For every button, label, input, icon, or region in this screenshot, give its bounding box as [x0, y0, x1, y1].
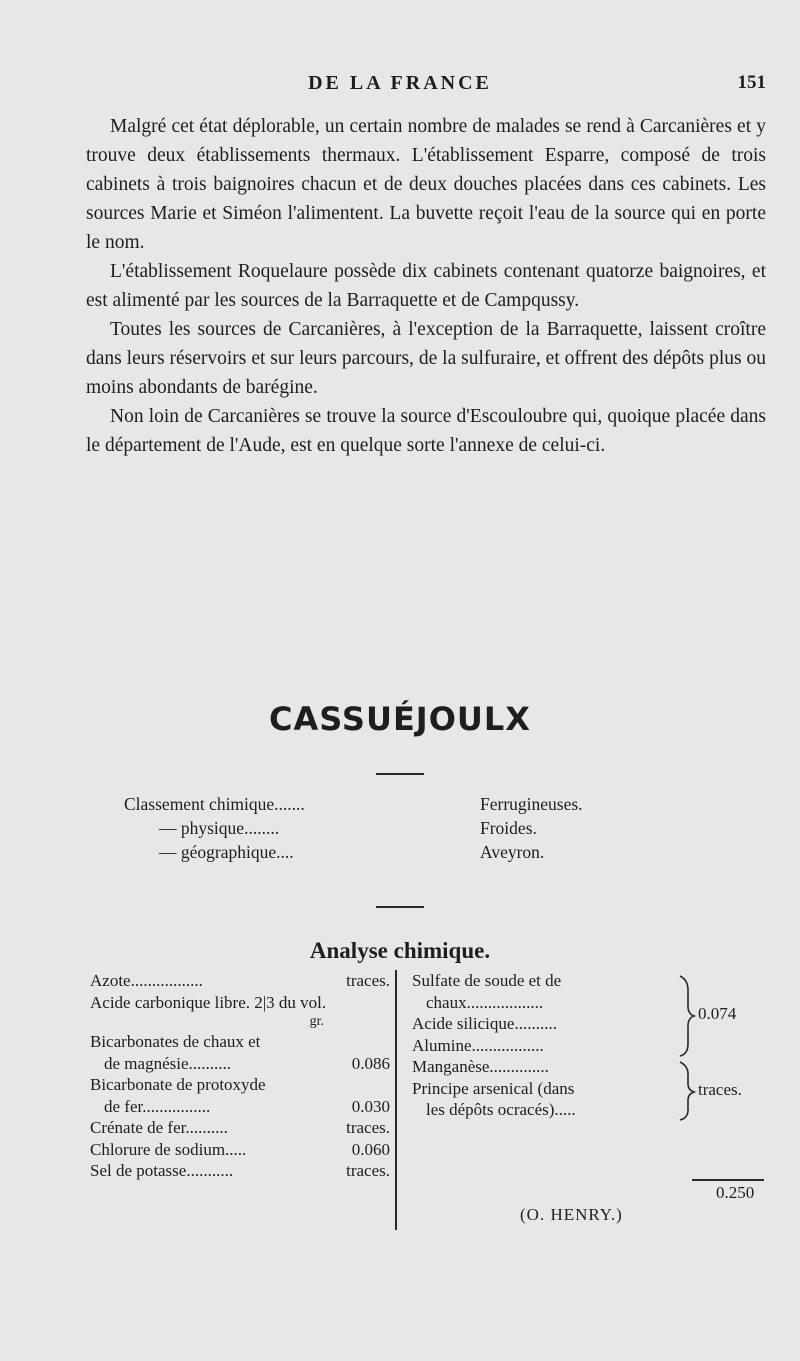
classification-value: Froides.	[480, 818, 537, 838]
substance-value: traces.	[346, 971, 390, 990]
substance-name: Crénate de fer..........	[90, 1118, 228, 1137]
classification-value: Aveyron.	[480, 842, 545, 862]
section-title: CASSUÉJOULX	[269, 700, 531, 738]
classification-label: Classement chimique.......	[124, 794, 305, 814]
total-rule	[692, 1179, 764, 1181]
substance-value: 0.030	[351, 1096, 390, 1116]
substance-name: Chlorure de sodium.....	[90, 1139, 247, 1159]
substance-name: Sulfate de soude et de	[412, 971, 562, 990]
analysis-title: Analyse chimique.	[309, 938, 491, 963]
brace-group-2	[680, 1062, 694, 1120]
substance-name: Acide carbonique libre. 2|3 du vol.	[90, 992, 327, 1012]
source-citation: (O. HENRY.)	[520, 1205, 623, 1224]
substance-name: de magnésie..........	[104, 1053, 231, 1073]
substance-value: 0.060	[351, 1139, 390, 1159]
classification-label: — physique........	[159, 818, 280, 838]
substance-name: Bicarbonate de protoxyde	[90, 1075, 266, 1094]
substance-value: traces.	[346, 1161, 390, 1180]
brace-group-1	[680, 976, 694, 1056]
paragraph: Non loin de Carcanières se trouve la source d'Escouloubre qui, quoique placée dans le département de l'Aude, est en quelque sorte l'annexe de celui-ci.	[86, 406, 766, 456]
classification-label: — géographique....	[159, 842, 294, 862]
substance-name: Principe arsenical (dans	[412, 1078, 575, 1098]
substance-name: Manganèse..............	[412, 1057, 549, 1076]
substance-name: Alumine.................	[412, 1035, 544, 1055]
substance-name: Acide silicique..........	[412, 1014, 557, 1033]
substance-name: Bicarbonates de chaux et	[90, 1032, 261, 1051]
paragraph: Toutes les sources de Carcanières, à l'exception de la Barraquette, laissent croître dans leurs réservoirs et sur leurs parcours, de la sulfuraire, et offrent des dépôts plus ou moins abondants de barégine.	[86, 319, 766, 398]
paragraph: L'établissement Roquelaure possède dix cabinets contenant quatorze baignoires, et est alimenté par les sources de la Barraquette et de Campqussy.	[86, 261, 766, 311]
substance-value: traces.	[346, 1118, 390, 1137]
classification-value: Ferrugineuses.	[480, 794, 583, 814]
substance-name: chaux..................	[426, 992, 544, 1012]
substance-value: 0.086	[351, 1053, 390, 1073]
substance-name: Sel de potasse...........	[90, 1161, 234, 1180]
group-value: 0.074	[698, 1004, 737, 1023]
unit-label: gr.	[309, 1014, 324, 1029]
paragraph: Malgré cet état déplorable, un certain nombre de malades se rend à Carcanières et y trouve deux établissements thermaux. L'établissement Esparre, composé de trois cabinets à trois baignoires chacun et de deux douches placées dans ces cabinets. Les sources Marie et Siméon l'alimentent. La buvette reçoit l'eau de la source qui en porte le nom.	[86, 116, 766, 253]
page-number: 151	[737, 72, 766, 93]
substance-name: Azote.................	[90, 971, 203, 990]
group-value: traces.	[698, 1080, 742, 1099]
total-value: 0.250	[716, 1183, 755, 1202]
substance-name: les dépôts ocracés).....	[426, 1100, 576, 1119]
substance-name: de fer................	[104, 1096, 211, 1116]
running-title: DE LA FRANCE	[308, 72, 492, 94]
